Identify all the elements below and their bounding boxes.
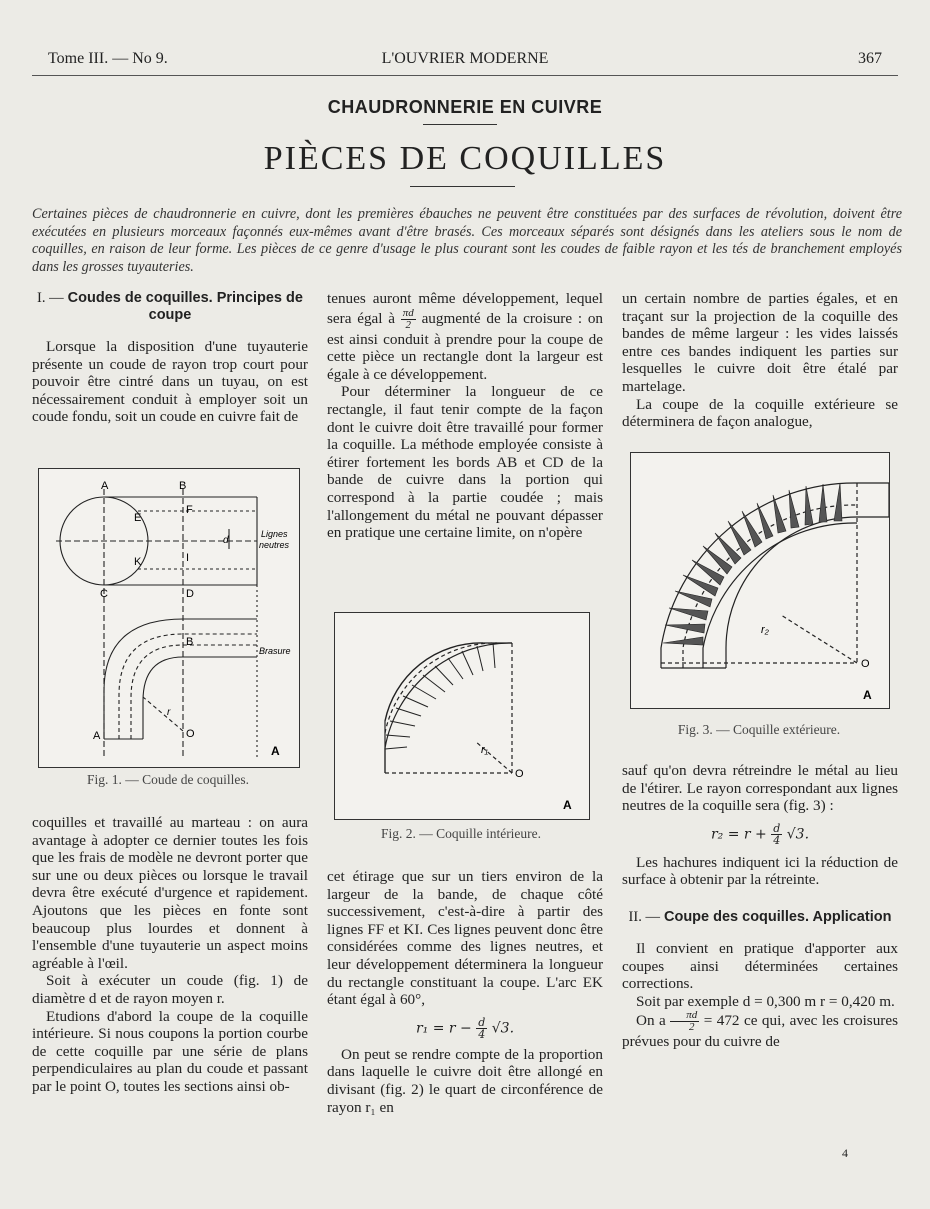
fraction-denominator: 4 <box>478 1027 486 1041</box>
fig1-label-o: O <box>186 728 195 740</box>
fig3-monogram: A <box>863 688 872 702</box>
fig1-note-lignes: Lignes <box>261 529 288 539</box>
fig2-label-o: O <box>515 768 524 780</box>
fig1-label-radius: r <box>167 707 171 718</box>
column-3-top <box>622 290 898 431</box>
text-span: = 472 ce qui, avec les croisures prévues pour du cuivre de <box>622 1012 899 1051</box>
figure-3-caption: Fig. 3. — Coquille extérieure. <box>677 722 841 737</box>
section-heading <box>622 909 898 926</box>
paragraph <box>327 290 603 383</box>
figure-1-caption: Fig. 1. — Coude de coquilles. <box>87 772 249 787</box>
fig1-label-diameter: d <box>223 535 229 546</box>
formula-r1 <box>327 1017 603 1040</box>
figure-2-drawing <box>335 613 589 819</box>
running-header <box>48 50 882 72</box>
fig1-label-e: E <box>134 512 142 524</box>
fig1-label-i: I <box>186 552 190 564</box>
page-number: 367 <box>858 50 882 67</box>
paragraph: Etudions d'abord la coupe de la coquille intérieure. Si nous coupons la portion courbe de cette coquille par une série de plans perpendiculaires au plan du coude et passant par le point O, toutes les sections ainsi ob- <box>32 1007 308 1095</box>
paragraph: Soit à exécuter un coude (fig. 1) de diamètre d et de rayon moyen r. <box>32 972 308 1007</box>
column-1-bottom <box>32 814 308 1096</box>
fraction-denominator: 2 <box>688 1021 695 1034</box>
paragraph: un certain nombre de parties égales, et en traçant sur la projection de la coquille des bandes de même largeur : les vides laissés entre ces bandes indiquent les parties sur lesquelles le cuivre doit être étalé par martelage. <box>622 290 898 395</box>
header-rule <box>32 75 898 76</box>
paragraph: sauf qu'on devra rétreindre le métal au lieu de l'étirer. Le rayon correspondant aux lignes neutres de la coquille sera (fig. 3) : <box>622 762 898 815</box>
fig1-label-c: C <box>100 588 108 600</box>
fraction-pi-d-over-2 <box>670 1010 699 1033</box>
formula-r2 <box>622 823 898 846</box>
fig1-label-k: K <box>134 556 142 568</box>
section-title: CHAUDRONNERIE EN CUIVRE <box>327 97 603 117</box>
paragraph: La coupe de la coquille extérieure se déterminera de façon analogue, <box>622 395 898 431</box>
paragraph: Pour déterminer la longueur de ce rectangle, il faut tenir compte de la façon dont le cuivre doit être travaillé pour former la coquille. La méthode employée consiste à étirer fortement les bords AB et CD de la bande de cuivre dans la portion qui correspond à la partie coudée ; mais l'allongement du métal ne pouvant dépasser en pratique une certaine limite, on n'opère <box>327 383 603 542</box>
figure-3 <box>630 452 890 709</box>
fraction-numerator: πd <box>670 1010 699 1022</box>
paragraph: Il convient en pratique d'apporter aux coupes ainsi déterminées certaines corrections. <box>622 939 898 993</box>
figure-2 <box>334 612 590 820</box>
fig3-label-r2: r₂ <box>761 624 769 636</box>
paragraph: cet étirage que sur un tiers environ de la largeur de la bande, de chaque côté successivement, c'est-à-dire à partir des lignes FF et KI. Ces lignes peuvent donc être considérées comme des lignes neutres, et leur développement déterminera la longueur du rectangle constituant la coupe. L'arc EK étant égal à 60°, <box>327 868 603 1009</box>
fig2-label-r1: r₁ <box>481 744 489 756</box>
journal-title: L'OUVRIER MODERNE <box>381 50 549 67</box>
paragraph: On peut se rendre compte de la proportion dans laquelle le cuivre doit être allongé en divisant (fig. 2) le quart de circonférence de rayon r₁ en <box>327 1045 603 1116</box>
fraction-d-over-4 <box>476 1017 487 1040</box>
paragraph: Lorsque la disposition d'une tuyauterie présente un coude de rayon trop court pour pouvoir être cintré dans un tuyau, on est nécessairement conduit à employer soit un coude fondu, soit un coude en cuivre fait de <box>32 338 308 426</box>
fraction-numerator: d <box>478 1015 486 1029</box>
title-divider <box>410 186 515 187</box>
title-divider <box>423 124 497 125</box>
formula-left: r₂ = r + <box>710 826 767 843</box>
fraction-numerator: d <box>773 821 781 835</box>
heading-text: Coudes de coquilles. Principes de coupe <box>67 290 303 323</box>
formula-right: √3. <box>491 1020 515 1037</box>
column-1-top <box>32 290 308 426</box>
fig1-label-b: B <box>179 480 187 492</box>
fraction-numerator: πd <box>402 306 414 319</box>
text-span: On a <box>636 1012 666 1030</box>
fig1-label-a: A <box>101 480 109 492</box>
figure-2-caption: Fig. 2. — Coquille intérieure. <box>380 826 542 841</box>
fraction-denominator: 4 <box>773 833 781 847</box>
fig1-monogram: A <box>271 744 280 758</box>
paragraph <box>622 1010 898 1051</box>
article-title: PIÈCES DE COQUILLES <box>263 140 667 177</box>
fig1-label-d: D <box>186 588 194 600</box>
text-span: tenues auront même développement, lequel sera égal à <box>327 290 603 327</box>
figure-1 <box>38 468 300 768</box>
column-3-bottom <box>622 762 898 1051</box>
fraction-denominator: 2 <box>405 318 412 331</box>
fig3-label-o: O <box>861 658 870 670</box>
heading-text: Coupe des coquilles. Application <box>663 908 892 925</box>
heading-number: II. — <box>628 908 660 925</box>
fig1-note-brasure: Brasure <box>259 646 291 656</box>
fraction-pi-d-over-2 <box>401 308 416 331</box>
volume-issue: Tome III. — No 9. <box>48 50 168 67</box>
formula-left: r₁ = r − <box>415 1020 472 1037</box>
intro-paragraph: Certaines pièces de chaudronnerie en cuivre, dont les premières ébauches ne peuvent être constituées par des surfaces de révolution, doivent être exécutées en plusieurs morceaux façonnés eux-mêmes avant d'être brasés. Ces morceaux séparés sont désignés dans les ateliers sous le nom de coquilles, en raison de leur forme. Les pièces de ce genre d'usage le plus courant sont les coudes de faible rayon et les tés de branchement employés dans les grosses tuyauteries. <box>32 206 902 275</box>
column-2-top <box>327 290 603 542</box>
fraction-d-over-4 <box>771 823 782 846</box>
fig1-label-a2: A <box>93 730 101 742</box>
section-heading <box>32 290 308 324</box>
fig1-label-b2: B <box>186 636 194 648</box>
figure-3-drawing <box>631 453 889 708</box>
formula-right: √3. <box>786 826 810 843</box>
fig1-label-f: F <box>186 504 193 516</box>
text-span: augmenté de la croisure : on est ainsi conduit à prendre pour la coupe de cette pièce un rectangle dont la largeur est égale à ce développement. <box>327 309 604 383</box>
signature-mark: 4 <box>842 1146 848 1160</box>
column-2-bottom <box>327 868 603 1116</box>
figure-1-drawing <box>39 469 299 767</box>
heading-number: I. — <box>37 290 64 306</box>
fig2-monogram: A <box>563 798 572 812</box>
paragraph: coquilles et travaillé au marteau : on aura avantage à adopter ce dernier toutes les fois que les frais de modèle ne devront porter que sur une ou deux pièces ou lorsque le travail devra être exécuté d'urgence et rapidement. Ajoutons que les pièces en fonte sont beaucoup plus lourdes et donnent à l'ensemble d'une tuyauterie un aspect moins agréable à l'œil. <box>32 814 308 972</box>
fig1-note-neutres: neutres <box>259 540 290 550</box>
paragraph: Les hachures indiquent ici la réduction de surface à obtenir par la rétreinte. <box>622 853 898 889</box>
paragraph: Soit par exemple d = 0,300 m r = 0,420 m. <box>636 992 895 1010</box>
